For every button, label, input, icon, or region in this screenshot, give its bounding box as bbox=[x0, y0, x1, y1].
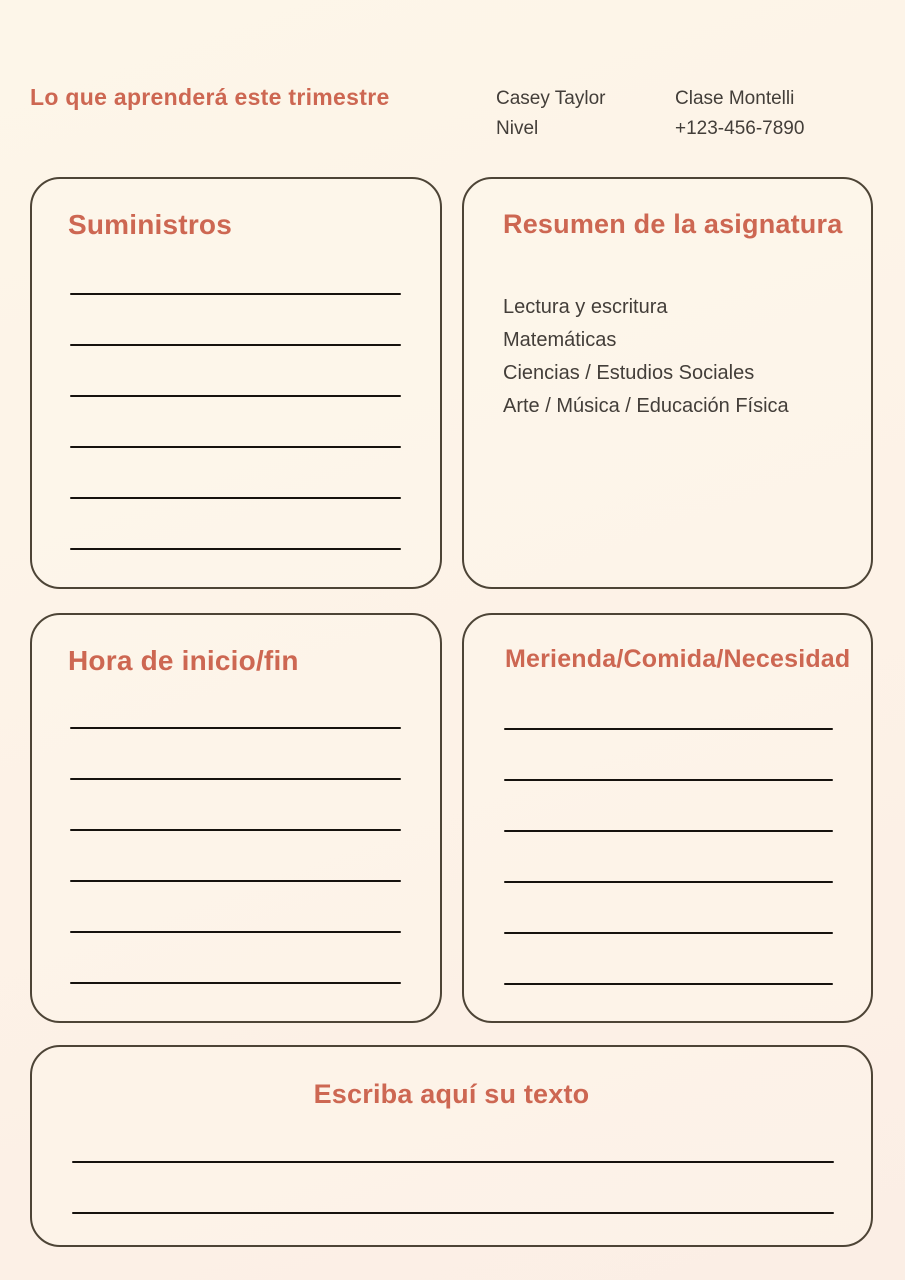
card-text-placeholder bbox=[30, 1045, 873, 1247]
write-in-line bbox=[72, 1161, 834, 1163]
teacher-name: Casey Taylor bbox=[496, 88, 606, 109]
write-in-line bbox=[70, 880, 401, 882]
phone-number: +123-456-7890 bbox=[675, 118, 805, 139]
write-in-line bbox=[70, 982, 401, 984]
subject-list-item: Arte / Música / Educación Física bbox=[503, 395, 789, 417]
grade-label: Nivel bbox=[496, 118, 539, 139]
subject-list bbox=[503, 291, 789, 423]
subject-list-item: Ciencias / Estudios Sociales bbox=[503, 362, 755, 384]
write-in-line bbox=[504, 983, 833, 985]
card-subject-overview bbox=[462, 177, 873, 589]
card-snack-food-needs-title: Merienda/Comida/Necesidad bbox=[505, 645, 851, 673]
header-info-left bbox=[496, 84, 605, 144]
class-name: Clase Montelli bbox=[675, 88, 795, 109]
card-text-placeholder-title: Escriba aquí su texto bbox=[313, 1079, 590, 1109]
write-in-line bbox=[504, 830, 833, 832]
write-in-line bbox=[70, 293, 401, 295]
subject-list-item: Matemáticas bbox=[503, 329, 617, 351]
write-in-line bbox=[70, 778, 401, 780]
write-in-line bbox=[70, 727, 401, 729]
write-in-line bbox=[70, 446, 401, 448]
page-title: Lo que aprenderá este trimestre bbox=[30, 84, 390, 110]
write-in-line bbox=[504, 932, 833, 934]
card-start-end-time bbox=[30, 613, 442, 1023]
write-in-line bbox=[70, 497, 401, 499]
write-in-line bbox=[70, 931, 401, 933]
write-in-line bbox=[70, 829, 401, 831]
card-supplies bbox=[30, 177, 442, 589]
card-snack-food-needs bbox=[462, 613, 873, 1023]
card-subject-overview-title: Resumen de la asignatura bbox=[503, 209, 843, 239]
write-in-line bbox=[70, 395, 401, 397]
write-in-line bbox=[70, 344, 401, 346]
text-placeholder-write-in-lines bbox=[72, 1161, 834, 1263]
supplies-write-in-lines bbox=[70, 293, 401, 599]
header-info-right bbox=[675, 84, 804, 144]
card-start-end-time-title: Hora de inicio/fin bbox=[68, 645, 299, 676]
write-in-line bbox=[504, 728, 833, 730]
write-in-line bbox=[70, 548, 401, 550]
subject-list-item: Lectura y escritura bbox=[503, 296, 668, 318]
snack-food-needs-write-in-lines bbox=[504, 728, 833, 1034]
write-in-line bbox=[72, 1212, 834, 1214]
write-in-line bbox=[504, 881, 833, 883]
write-in-line bbox=[504, 779, 833, 781]
start-end-time-write-in-lines bbox=[70, 727, 401, 1033]
card-supplies-title: Suministros bbox=[68, 209, 233, 240]
